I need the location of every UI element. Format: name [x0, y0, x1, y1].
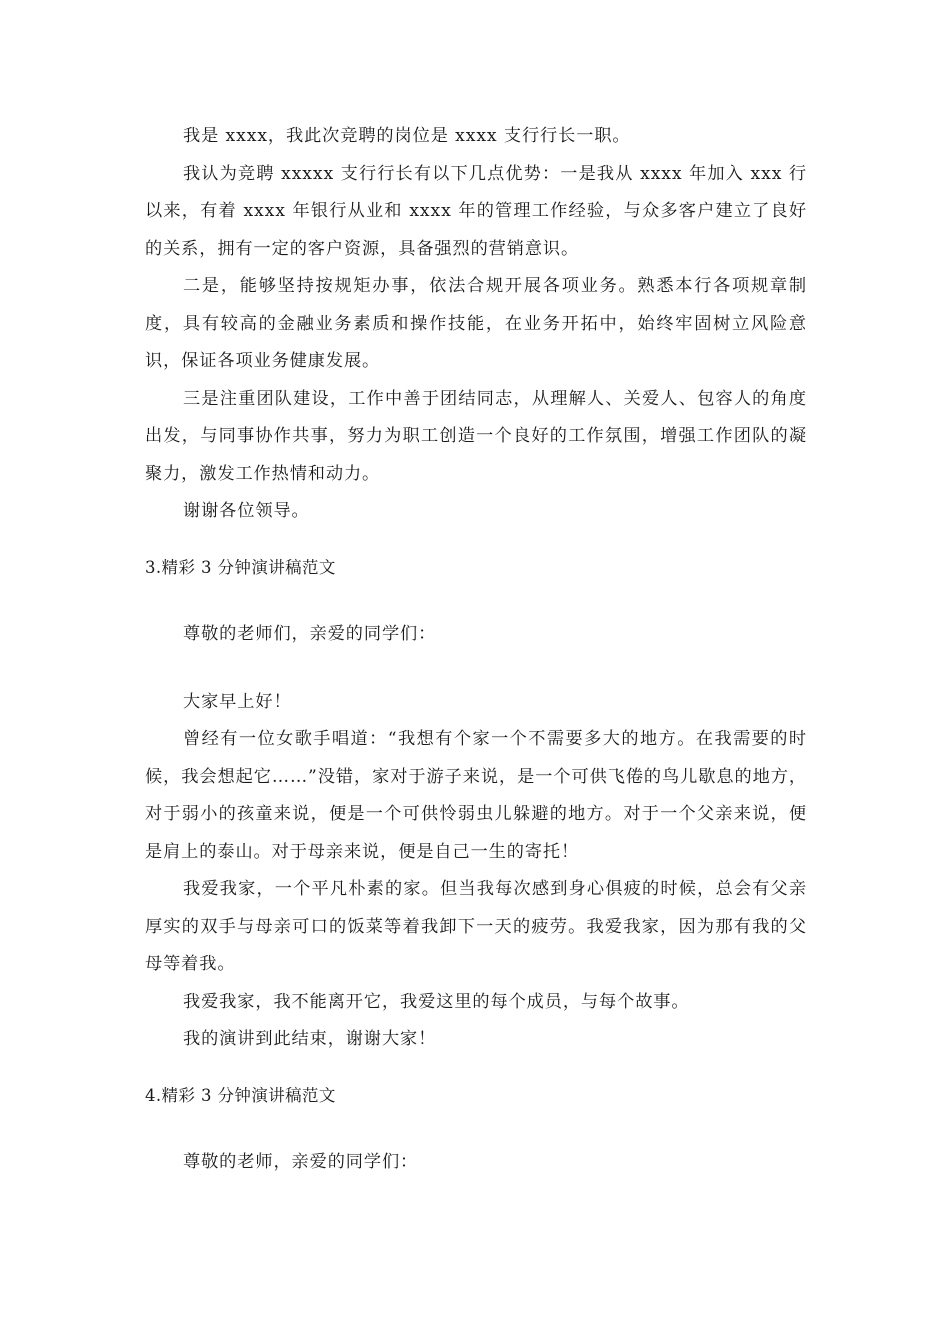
- speech-paragraph: 我爱我家，一个平凡朴素的家。但当我每次感到身心俱疲的时候，总会有父亲厚实的双手与母亲可口的饭菜等着我卸下一天的疲劳。我爱我家，因为那有我的父母等着我。: [145, 879, 807, 974]
- intro-paragraph: 三是注重团队建设，工作中善于团结同志，从理解人、关爱人、包容人的角度出发，与同事协作共事，努力为职工创造一个良好的工作氛围，增强工作团队的凝聚力，激发工作热情和动力。: [145, 388, 807, 484]
- spacer: [145, 531, 807, 549]
- salutation: 尊敬的老师，亲爱的同学们：: [183, 1152, 419, 1172]
- spacer: [145, 654, 807, 684]
- intro-paragraph: 我认为竞聘 xxxxx 支行行长有以下几点优势：一是我从 xxxx 年加入 xxx 行以来，有着 xxxx 年银行从业和 xxxx 年的管理工作经验，与众多客户建立了良好的关系，拥有一定的客户资源，具备强烈的营销意识。: [145, 163, 807, 259]
- section-heading-4: 4.精彩 3 分钟演讲稿范文: [145, 1085, 336, 1105]
- speech-paragraph: 我的演讲到此结束，谢谢大家！: [183, 1029, 437, 1049]
- intro-paragraph: 二是，能够坚持按规矩办事，依法合规开展各项业务。熟悉本行各项规章制度，具有较高的金融业务素质和操作技能，在业务开拓中，始终牢固树立风险意识，保证各项业务健康发展。: [145, 276, 807, 371]
- intro-paragraph: 我是 xxxx，我此次竞聘的岗位是 xxxx 支行行长一职。: [183, 126, 631, 146]
- spacer: [145, 1059, 807, 1077]
- speech-paragraph: 大家早上好！: [183, 691, 292, 712]
- intro-paragraph: 谢谢各位领导。: [183, 501, 310, 521]
- speech-paragraph: 我爱我家，我不能离开它，我爱这里的每个成员，与每个故事。: [183, 991, 690, 1012]
- section-heading-3: 3.精彩 3 分钟演讲稿范文: [145, 557, 336, 577]
- document-body: [145, 118, 807, 1182]
- speech-paragraph: 曾经有一位女歌手唱道：“我想有个家一个不需要多大的地方。在我需要的时候，我会想起它……”没错，家对于游子来说，是一个可供飞倦的鸟儿歇息的地方，对于弱小的孩童来说，便是一个可供怜弱虫儿躲避的地方。对于一个父亲来说，便是肩上的泰山。对于母亲来说，便是自己一生的寄托！: [145, 729, 807, 862]
- spacer: [145, 1114, 807, 1144]
- spacer: [145, 586, 807, 616]
- salutation: 尊敬的老师们，亲爱的同学们：: [183, 624, 437, 644]
